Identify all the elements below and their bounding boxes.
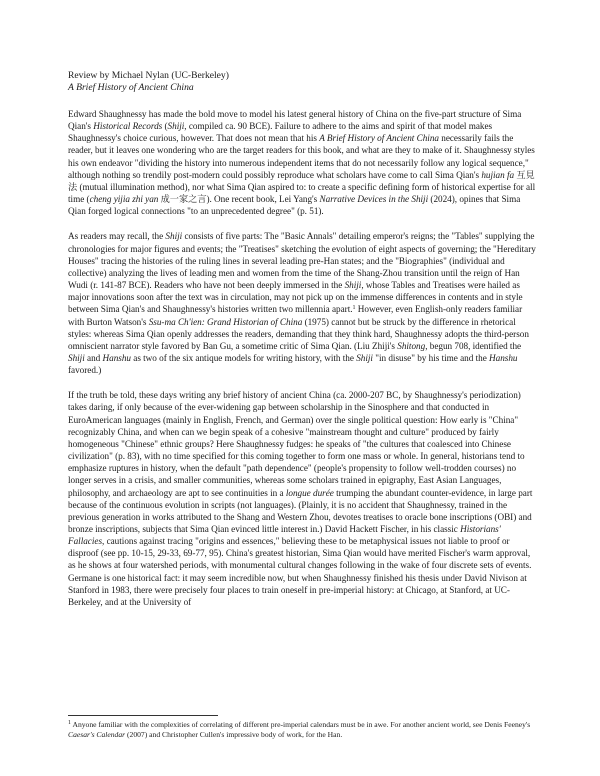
- text-run: as two of the six antique models for writing history, with the: [130, 352, 357, 363]
- text-run: necessarily fails the reader, but it leaves one wondering who are the target readers for this book, and what are they to make of it. Shaughnessy styles his own endeavor "dividing the history into numerous independent items that do not necessarily follow any logical sequence," although nothing so trendily post-modern could possibly reproduce what scholars have come to call Sima Qian's: [68, 133, 535, 180]
- text-run: , begun 708, identified the: [425, 340, 522, 351]
- italic-text: Narrative Devices in the Shiji: [319, 194, 429, 205]
- text-run: Anyone familiar with the complexities of correlating of different pre-imperial calendars must be in awe. For another ancient world, see Denis Feeney's: [71, 720, 531, 729]
- paragraph: [68, 108, 538, 217]
- text-run: favored.): [68, 365, 102, 376]
- footnote-marker: 1: [352, 305, 356, 312]
- text-run: trumping the abundant counter-evidence, in large part because of the continuous evolution in scripts (not languages). (Plainly, it is no accident that Shaughnessy, trained in the previous generation in works attributed to the Shang and Western Zhou, devotes treatises to oracle bone inscriptions (OBI) and bronze inscriptions, subjects that Sima Qian evinced little interest in.) David Hackett Fischer, in his classic: [68, 487, 533, 534]
- text-run: Edward Shaughnessy has made the bold move to model his latest general history of China on the five-part structure of Sima Qian's: [68, 109, 522, 132]
- review-header: [68, 70, 538, 94]
- text-run: (1975) cannot but be struck by the difference in rhetorical styles: whereas Sima Qian openly addresses the readers, demanding that they think hard, Shaughnessy adopts the third-person omniscient narrator style favored by Ban Gu, a sometime critic of Sima Qian. (Liu Zhiji's: [68, 316, 529, 351]
- text-run: consists of five parts: The "Basic Annals" detailing emperor's reigns; the "Tables" supplying the chronologies for major figures and events; the "Treatises" sketching the evolution of eight aspects of governing; the "Hereditary Houses" tracing the histories of the ruling lines in several leading pre-Han states; and the "Biographies" (individual and collective) analyzing the lives of leading men and women from the time of the Shang-Zhou transition until the reign of Han Wudi (r. 141-87 BCE). Readers who have not been deeply immersed in the: [68, 231, 536, 291]
- footnote-marker: 1: [68, 720, 71, 726]
- text-run: (2007) and Christopher Cullen's impressive body of work, for the Han.: [125, 730, 343, 739]
- text-run: , compiled ca. 90 BCE). Failure to adhere to the aims and spirit of that model makes Shaughnessy's choice curious, however. That does not mean that his: [68, 121, 493, 144]
- italic-text: Shiji: [344, 280, 362, 291]
- footnote-divider: [68, 715, 218, 716]
- paragraph: [68, 389, 538, 608]
- text-run: As readers may recall, the: [68, 231, 166, 242]
- footnote: [68, 720, 538, 740]
- text-run: , cautions against tracing "origins and essences," believing these to be metaphysical issues not liable to proof or disproof (see pp. 10-15, 29-33, 69-77, 95). China's greatest historian, Sima Qian would have merited Fischer's warm approval, as he shows at four watershed periods, with monumental cultural changes following in the wake of four discrete sets of events. Germane is one historical fact: it may seem incredible now, but when Shaughnessy finished his thesis under David Nivison at Stanford in 1983, there were precisely four places to train oneself in pre-imperial history: at Chicago, at Stanford, at UC-Berkeley, and at the University of: [68, 536, 532, 607]
- review-body: [68, 108, 538, 621]
- text-run: However, even English-only readers familiar with Burton Watson's: [68, 304, 523, 327]
- italic-text: Shiji: [356, 352, 373, 363]
- italic-text: Historical Records: [93, 121, 163, 132]
- italic-text: Shiji: [165, 231, 183, 242]
- italic-text: Shitong: [397, 340, 426, 351]
- italic-text: longue durée: [285, 487, 334, 498]
- text-run: 成一家之言). One recent book, Lei Yang's: [158, 194, 320, 205]
- italic-text: cheng yijia zhi yan: [89, 194, 159, 205]
- italic-text: Caesar's Calendar: [68, 730, 126, 739]
- paragraph: [68, 230, 538, 376]
- text-run: "in disuse" by his time and the: [372, 352, 490, 363]
- italic-text: Ssu-ma Ch'ien: Grand Historian of China: [148, 316, 303, 327]
- text-run: , whose Tables and Treatises were hailed as major innovations soon after the text was in circulation, may not pick up on the immense differences in contents and in style between Sima Qian's and Shaughnessy's histories written two millennia apart.: [68, 280, 523, 315]
- italic-text: Shiji: [68, 352, 85, 363]
- text-run: (2024), opines that Sima Qian forged logical connections "to an unprecedented degree" (p. 51).: [68, 194, 521, 217]
- text-run: (: [162, 121, 168, 132]
- italic-text: hujian fa: [481, 169, 515, 180]
- italic-text: Shiji: [167, 121, 185, 132]
- italic-text: Hanshu: [489, 352, 518, 363]
- text-run: and: [84, 352, 103, 363]
- italic-text: A Brief History of Ancient China: [319, 133, 439, 144]
- italic-text: Hanshu: [102, 352, 131, 363]
- italic-text: Historians' Fallacies: [68, 524, 501, 547]
- book-title: A Brief History of Ancient China: [68, 82, 194, 93]
- reviewer-line: Review by Michael Nylan (UC-Berkeley): [68, 70, 229, 81]
- text-run: 互見法 (mutual illumination method), nor what Sima Qian aspired to: to create a specific defining form of historical expertise for all time (: [68, 169, 536, 205]
- text-run: If the truth be told, these days writing any brief history of ancient China (ca. 2000-207 BC, by Shaughnessy's periodization) takes daring, if only because of the ever-widening gap between scholarship in the Sinosphere and that conducted in EuroAmerican languages (mainly in English, French, and German) over the single political question: How early is "China" recognizably China, and when can we begin speak of a cohesive "mainstream thought and culture" produced by fairly homogeneous "Chinese" ethnic groups? Here Shaughnessy fudges: he speaks of "the cultures that coalesced into Chinese civilization" (p. 83), with no time specified for this coming together to form one mass or whole. In general, historians tend to emphasize ruptures in history, when the default "path dependence" (people's propensity to follow well-trodden courses) no longer serves in a crisis, and smaller communities, whereas some scholars trained in epigraphy, East Asian Languages, philosophy, and archaeology are apt to see continuities in a: [68, 390, 525, 498]
